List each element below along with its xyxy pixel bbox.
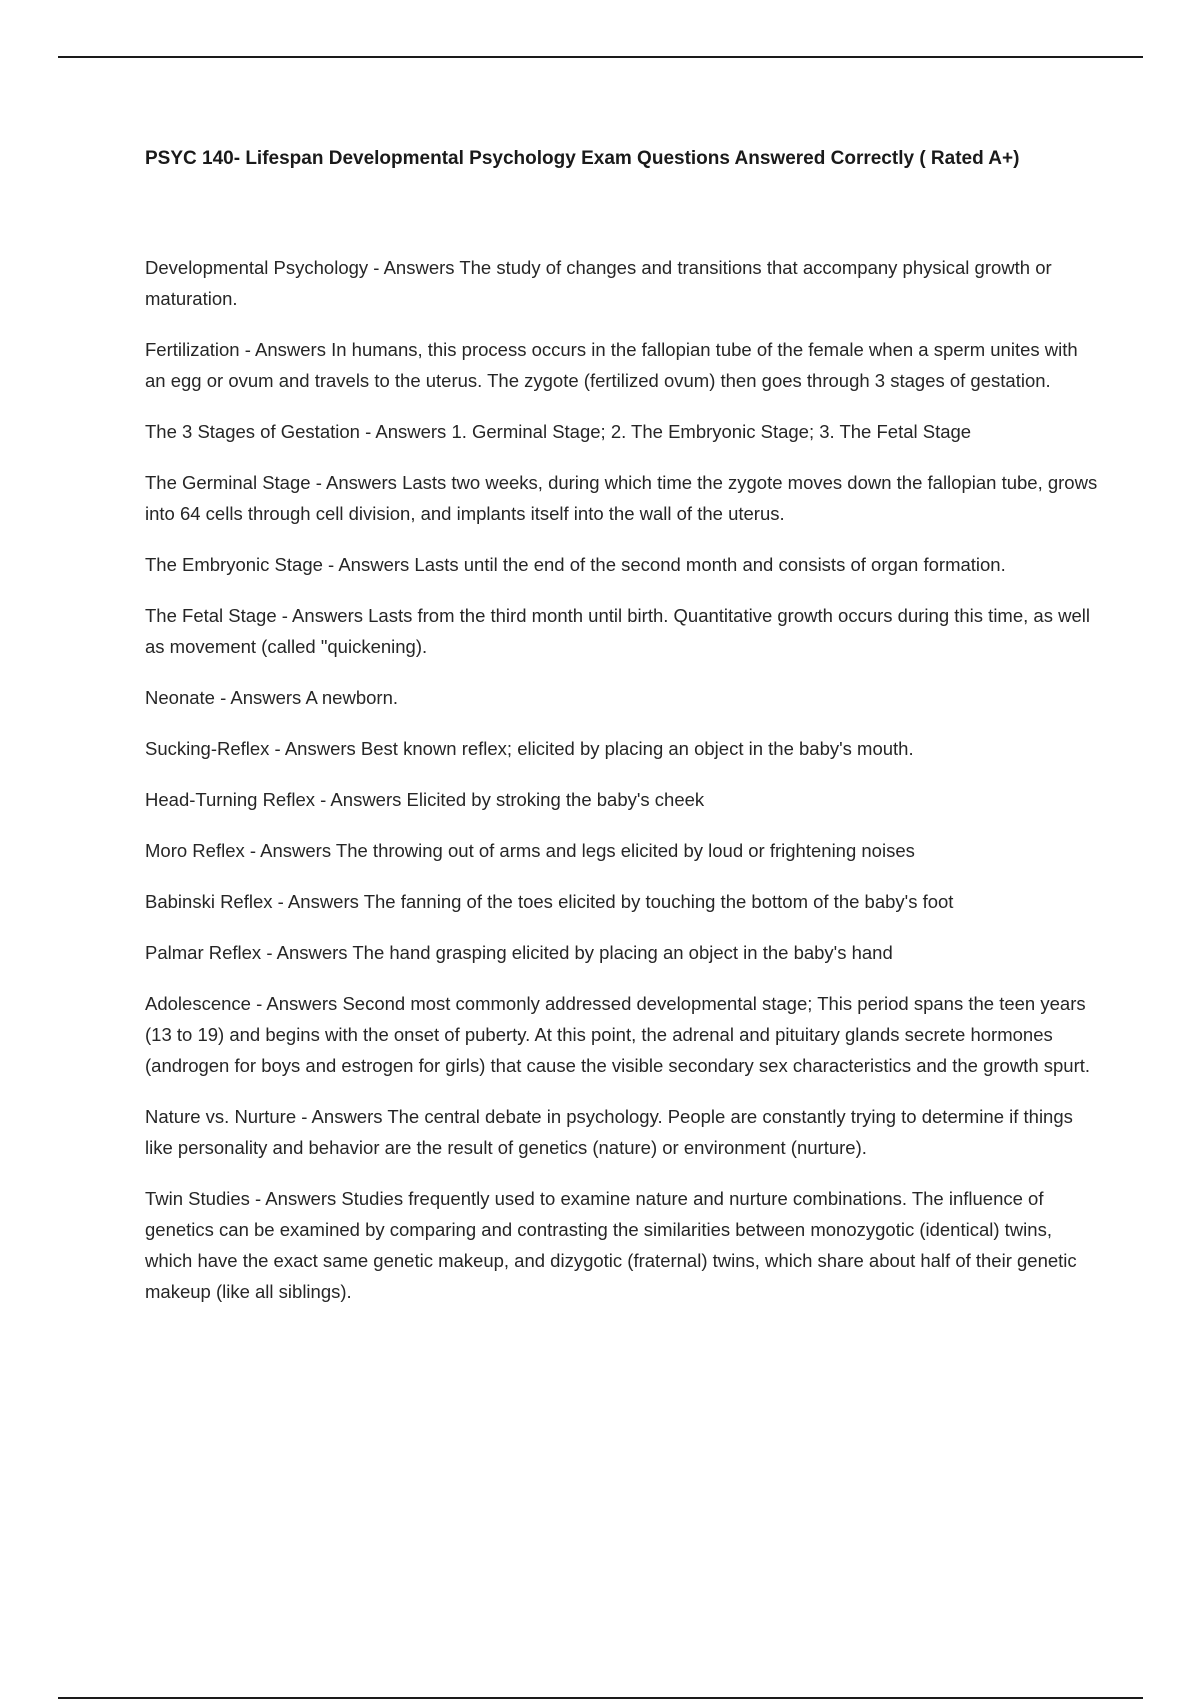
qa-entry bbox=[145, 733, 1100, 764]
qa-entry bbox=[145, 784, 1100, 815]
entry-separator: - Answers bbox=[272, 891, 364, 912]
entry-answer: In humans, this process occurs in the fallopian tube of the female when a sperm unites with an egg or ovum and travels to the uterus. The zygote (fertilized ovum) then goes through 3 stages of gestation. bbox=[145, 339, 1078, 391]
entry-answer: Best known reflex; elicited by placing an object in the baby's mouth. bbox=[360, 738, 914, 759]
entry-separator: - Answers bbox=[315, 789, 407, 810]
entry-separator: - Answers bbox=[276, 605, 369, 626]
entry-term: Neonate bbox=[145, 687, 215, 708]
entry-separator: - Answers bbox=[322, 554, 415, 575]
entry-separator: - Answers bbox=[359, 421, 452, 442]
entry-separator: - Answers bbox=[239, 339, 332, 360]
entry-answer: The central debate in psychology. People are constantly trying to determine if things like personality and behavior are the result of genetics (nature) or environment (nurture). bbox=[145, 1106, 1073, 1158]
entry-separator: - Answers bbox=[368, 257, 460, 278]
entry-answer: Lasts two weeks, during which time the zygote moves down the fallopian tube, grows into 64 cells through cell division, and implants itself into the wall of the uterus. bbox=[145, 472, 1098, 524]
qa-entry bbox=[145, 1183, 1100, 1307]
entry-separator: - Answers bbox=[296, 1106, 388, 1127]
entry-term: Moro Reflex bbox=[145, 840, 245, 861]
qa-entry bbox=[145, 835, 1100, 866]
entry-separator: - Answers bbox=[261, 942, 353, 963]
entry-answer: Second most commonly addressed developmental stage; This period spans the teen years (13 to 19) and begins with the onset of puberty. At this point, the adrenal and pituitary glands secrete hormones (androgen for boys and estrogen for girls) that cause the visible secondary sex characteristics and the growth spurt. bbox=[145, 993, 1091, 1076]
entry-answer: The study of changes and transitions that accompany physical growth or maturation. bbox=[145, 257, 1052, 309]
qa-entry bbox=[145, 467, 1100, 529]
entry-answer: Lasts until the end of the second month and consists of organ formation. bbox=[414, 554, 1006, 575]
entry-term: The 3 Stages of Gestation bbox=[145, 421, 360, 442]
entry-term: Head-Turning Reflex bbox=[145, 789, 316, 810]
entry-term: The Fetal Stage bbox=[145, 605, 277, 626]
qa-entry bbox=[145, 600, 1100, 662]
qa-entry bbox=[145, 937, 1100, 968]
entry-answer: 1. Germinal Stage; 2. The Embryonic Stage; 3. The Fetal Stage bbox=[451, 421, 972, 442]
entry-answer: Lasts from the third month until birth. Quantitative growth occurs during this time, as well as movement (called "quickening). bbox=[145, 605, 1090, 657]
entry-term: The Embryonic Stage bbox=[145, 554, 323, 575]
qa-entry bbox=[145, 549, 1100, 580]
qa-entry bbox=[145, 988, 1100, 1081]
entry-answer: The fanning of the toes elicited by touching the bottom of the baby's foot bbox=[363, 891, 954, 912]
qa-entry bbox=[145, 886, 1100, 917]
document-title: PSYC 140- Lifespan Developmental Psychology Exam Questions Answered Correctly ( Rated A+) bbox=[145, 148, 1020, 169]
entry-separator: - Answers bbox=[249, 1188, 342, 1209]
entry-term: Developmental Psychology bbox=[145, 257, 369, 278]
entry-term: Nature vs. Nurture bbox=[145, 1106, 297, 1127]
entry-term: Sucking-Reflex bbox=[145, 738, 270, 759]
qa-entry bbox=[145, 1101, 1100, 1163]
entry-answer: Studies frequently used to examine nature and nurture combinations. The influence of genetics can be examined by comparing and contrasting the similarities between monozygotic (identical) twins, which have the exact same genetic makeup, and dizygotic (fraternal) twins, which share about half of their genetic makeup (like all siblings). bbox=[145, 1188, 1077, 1302]
entry-answer: The throwing out of arms and legs elicited by loud or frightening noises bbox=[335, 840, 915, 861]
entry-term: The Germinal Stage bbox=[145, 472, 311, 493]
qa-list bbox=[145, 252, 1100, 1307]
entry-term: Twin Studies bbox=[145, 1188, 250, 1209]
qa-entry bbox=[145, 682, 1100, 713]
entry-separator: - Answers bbox=[269, 738, 361, 759]
entry-answer: A newborn. bbox=[305, 687, 399, 708]
qa-entry bbox=[145, 252, 1100, 314]
entry-separator: - Answers bbox=[310, 472, 403, 493]
header-rule bbox=[58, 56, 1143, 58]
document-page bbox=[145, 145, 1100, 1327]
entry-separator: - Answers bbox=[244, 840, 336, 861]
entry-term: Fertilization bbox=[145, 339, 240, 360]
footer-rule bbox=[58, 1697, 1143, 1699]
qa-entry bbox=[145, 334, 1100, 396]
entry-answer: Elicited by stroking the baby's cheek bbox=[406, 789, 705, 810]
entry-separator: - Answers bbox=[214, 687, 306, 708]
entry-term: Babinski Reflex bbox=[145, 891, 273, 912]
entry-term: Palmar Reflex bbox=[145, 942, 262, 963]
qa-entry bbox=[145, 416, 1100, 447]
entry-answer: The hand grasping elicited by placing an object in the baby's hand bbox=[352, 942, 893, 963]
entry-separator: - Answers bbox=[250, 993, 343, 1014]
entry-term: Adolescence bbox=[145, 993, 251, 1014]
